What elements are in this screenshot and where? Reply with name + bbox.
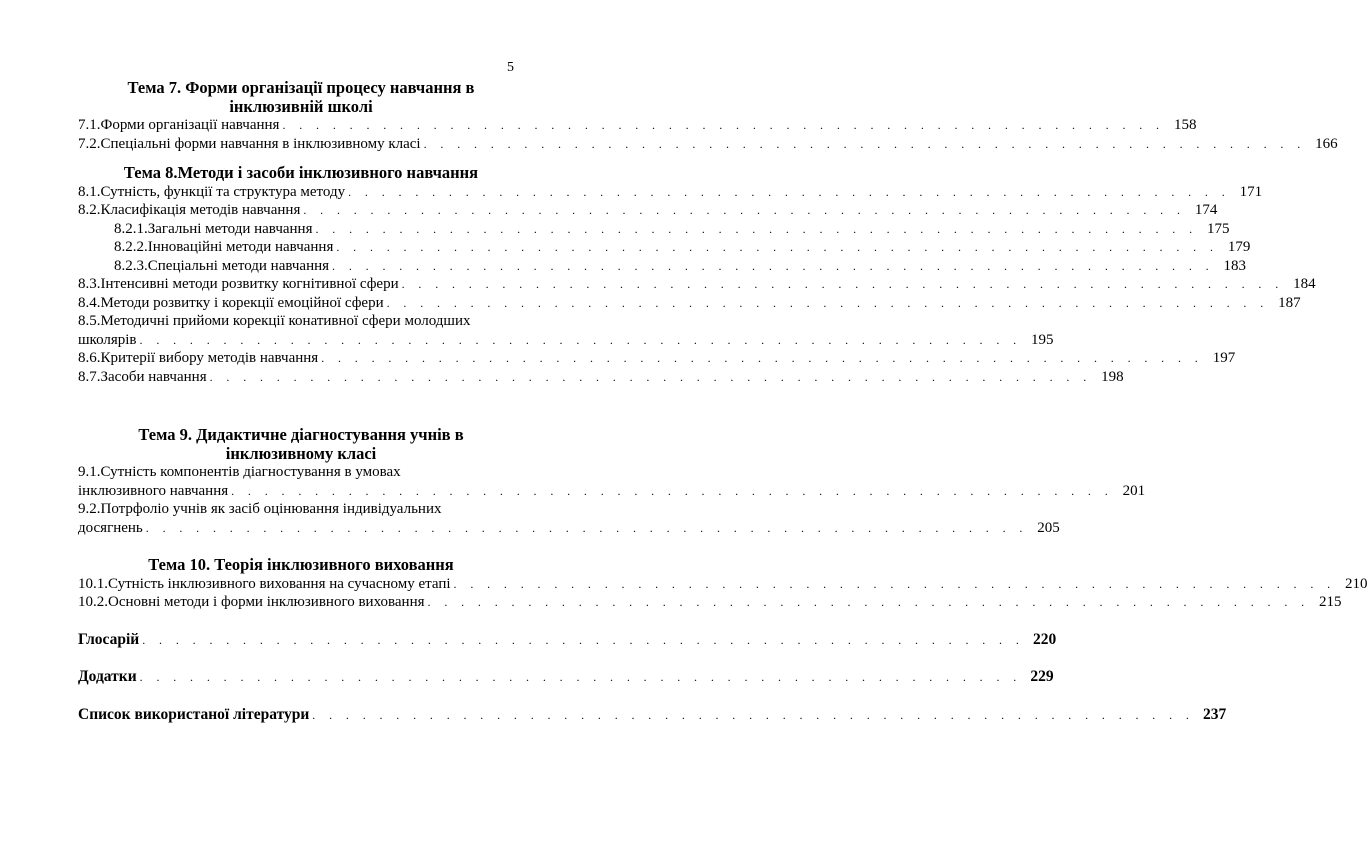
entry-title: 8.7.Засоби навчання <box>78 368 207 385</box>
entry-title: 7.1.Форми організації навчання <box>78 117 280 133</box>
entry-page: 201 <box>1122 482 1146 499</box>
entry-title: 10.1.Сутність інклюзивного виховання на сучасному етапі <box>78 575 451 592</box>
toc-entry-appendices[interactable] <box>78 668 1054 687</box>
entry-title-line: досягнень <box>78 519 143 536</box>
section-heading-9 <box>78 426 538 463</box>
entry-page: 198 <box>1101 368 1124 385</box>
heading-line: Тема 7. Форми організації процесу навчання в <box>127 78 475 97</box>
dot-leader: . . . . . . . . . . . . . . . . . . . . . . . . . . . . . . . . . . . . . . . . . . . . . . . . . . . . . <box>423 136 1306 151</box>
entry-page: 187 <box>1278 294 1301 311</box>
dot-leader: . . . . . . . . . . . . . . . . . . . . . . . . . . . . . . . . . . . . . . . . . . . . . . . . . . . . . <box>348 184 1231 199</box>
entry-page: 215 <box>1319 594 1342 610</box>
dot-leader: . . . . . . . . . . . . . . . . . . . . . . . . . . . . . . . . . . . . . . . . . . . . . . . . . . . . . <box>321 351 1204 365</box>
dot-leader: . . . . . . . . . . . . . . . . . . . . . . . . . . . . . . . . . . . . . . . . . . . . . . . . . . . . . <box>453 576 1336 591</box>
entry-title: 8.2.Класифікація методів навчання <box>78 202 301 218</box>
entry-title: 7.2.Спеціальні форми навчання в інклюзивному класі <box>78 135 421 152</box>
entry-title-line: 9.1.Сутність компонентів діагностування в умовах <box>78 464 401 480</box>
entry-title-line: інклюзивного навчання <box>78 482 229 499</box>
entry-page: 237 <box>1203 705 1227 723</box>
toc-entry-8-2-2[interactable] <box>78 238 1251 257</box>
toc-entry-8-3[interactable] <box>78 275 1316 294</box>
heading-line: Тема 8.Методи і засоби інклюзивного навчання <box>123 163 479 182</box>
entry-title: 8.4.Методи розвитку і корекції емоційної сфери <box>78 294 384 311</box>
dot-leader: . . . . . . . . . . . . . . . . . . . . . . . . . . . . . . . . . . . . . . . . . . . . . . . . . . . . . <box>312 707 1195 722</box>
toc-entry-9-2[interactable] <box>78 500 1060 537</box>
toc-entry-references[interactable] <box>78 705 1227 725</box>
entry-page: 179 <box>1227 239 1251 255</box>
toc-entry-8-7[interactable] <box>78 368 1124 387</box>
entry-title: 8.2.1.Загальні методи навчання <box>114 220 313 237</box>
toc-entry-10-1[interactable] <box>78 575 1368 594</box>
entry-page: 158 <box>1173 117 1197 133</box>
dot-leader: . . . . . . . . . . . . . . . . . . . . . . . . . . . . . . . . . . . . . . . . . . . . . . . . . . . . . <box>231 483 1114 498</box>
toc-entry-8-6[interactable] <box>78 349 1236 368</box>
toc-entry-10-2[interactable] <box>78 593 1342 612</box>
entry-title-line: 9.2.Потрфоліо учнів як засіб оцінювання індивідуальних <box>78 501 442 517</box>
entry-title: 8.3.Інтенсивні методи розвитку когнітивної сфери <box>78 276 399 292</box>
toc-entry-8-4[interactable] <box>78 294 1301 313</box>
entry-page: 171 <box>1239 183 1263 200</box>
dot-leader: . . . . . . . . . . . . . . . . . . . . . . . . . . . . . . . . . . . . . . . . . . . . . . . . . . . . . <box>303 203 1186 217</box>
entry-title: 8.2.3.Спеціальні методи навчання <box>114 257 330 274</box>
entry-title: Список використаної літератури <box>78 705 310 723</box>
section-heading-8 <box>78 164 538 183</box>
entry-page: 195 <box>1031 331 1054 348</box>
toc-entry-8-2-3[interactable] <box>78 257 1247 276</box>
entry-title: 10.2.Основні методи і форми інклюзивного виховання <box>78 594 425 610</box>
toc-entry-8-2[interactable] <box>78 201 1218 220</box>
section-heading-7 <box>78 79 538 116</box>
section-heading-10 <box>78 556 538 575</box>
heading-line: Тема 10. Теорія інклюзивного виховання <box>148 555 454 574</box>
dot-leader: . . . . . . . . . . . . . . . . . . . . . . . . . . . . . . . . . . . . . . . . . . . . . . . . . . . . . <box>332 258 1215 273</box>
entry-title-line: 8.5.Методичні прийоми корекції конативної сфери молодших <box>78 313 471 329</box>
entry-page: 184 <box>1293 276 1316 292</box>
entry-page: 205 <box>1037 519 1060 536</box>
entry-title: 8.1.Сутність, функції та структура методу <box>78 183 346 200</box>
entry-page: 183 <box>1223 257 1247 274</box>
dot-leader: . . . . . . . . . . . . . . . . . . . . . . . . . . . . . . . . . . . . . . . . . . . . . . . . . . . . . <box>139 670 1022 684</box>
dot-leader: . . . . . . . . . . . . . . . . . . . . . . . . . . . . . . . . . . . . . . . . . . . . . . . . . . . . . <box>209 369 1092 384</box>
heading-line: Тема 9. Дидактичне діагностування учнів в <box>138 425 464 444</box>
toc-entry-9-1[interactable] <box>78 463 1146 500</box>
entry-page: 166 <box>1315 135 1338 152</box>
toc-entry-7-1[interactable] <box>78 116 1197 135</box>
entry-page: 220 <box>1033 630 1057 648</box>
dot-leader: . . . . . . . . . . . . . . . . . . . . . . . . . . . . . . . . . . . . . . . . . . . . . . . . . . . . . <box>315 221 1198 236</box>
entry-title: 8.6.Критерії вибору методів навчання <box>78 350 319 366</box>
dot-leader: . . . . . . . . . . . . . . . . . . . . . . . . . . . . . . . . . . . . . . . . . . . . . . . . . . . . . <box>142 632 1025 647</box>
entry-page: 210 <box>1345 575 1368 592</box>
dot-leader: . . . . . . . . . . . . . . . . . . . . . . . . . . . . . . . . . . . . . . . . . . . . . . . . . . . . . <box>336 240 1219 254</box>
dot-leader: . . . . . . . . . . . . . . . . . . . . . . . . . . . . . . . . . . . . . . . . . . . . . . . . . . . . . <box>386 295 1269 310</box>
toc-entry-8-2-1[interactable] <box>78 220 1230 239</box>
page-number: 5 <box>507 60 514 75</box>
dot-leader: . . . . . . . . . . . . . . . . . . . . . . . . . . . . . . . . . . . . . . . . . . . . . . . . . . . . . <box>282 118 1165 132</box>
entry-page: 229 <box>1030 668 1054 685</box>
entry-page: 197 <box>1212 350 1236 366</box>
toc-entry-8-1[interactable] <box>78 183 1263 202</box>
dot-leader: . . . . . . . . . . . . . . . . . . . . . . . . . . . . . . . . . . . . . . . . . . . . . . . . . . . . . <box>427 595 1310 609</box>
heading-line: інклюзивній школі <box>229 96 373 116</box>
entry-title: 8.2.2.Інноваційні методи навчання <box>114 239 334 255</box>
toc-entry-7-2[interactable] <box>78 135 1338 154</box>
dot-leader: . . . . . . . . . . . . . . . . . . . . . . . . . . . . . . . . . . . . . . . . . . . . . . . . . . . . . <box>145 520 1028 535</box>
entry-page: 174 <box>1194 202 1218 218</box>
dot-leader: . . . . . . . . . . . . . . . . . . . . . . . . . . . . . . . . . . . . . . . . . . . . . . . . . . . . . <box>401 277 1284 291</box>
heading-line: інклюзивному класі <box>225 443 377 463</box>
entry-title: Глосарій <box>78 630 140 648</box>
entry-page: 175 <box>1206 220 1230 237</box>
dot-leader: . . . . . . . . . . . . . . . . . . . . . . . . . . . . . . . . . . . . . . . . . . . . . . . . . . . . . <box>139 332 1022 347</box>
toc-entry-glossary[interactable] <box>78 630 1057 650</box>
toc-entry-8-5[interactable] <box>78 312 1054 349</box>
entry-title: Додатки <box>78 668 137 685</box>
table-of-contents <box>78 78 1368 724</box>
entry-title-line: школярів <box>78 331 137 348</box>
